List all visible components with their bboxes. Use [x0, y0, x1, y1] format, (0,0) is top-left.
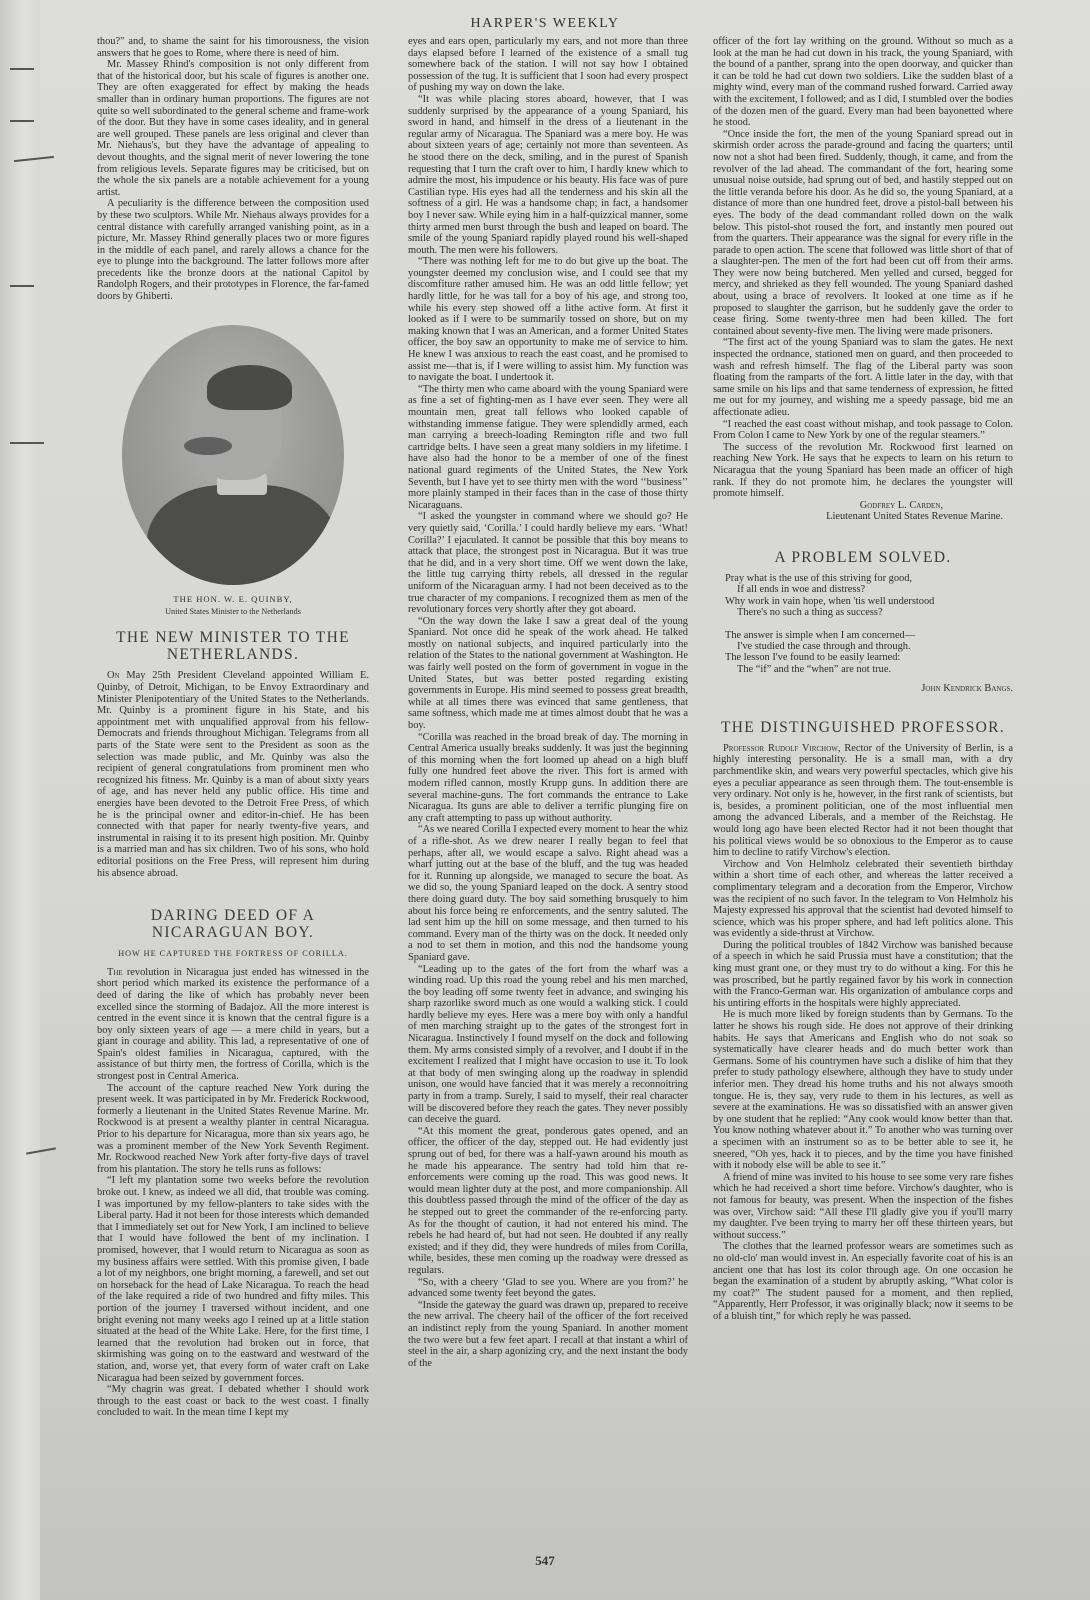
body-paragraph: “My chagrin was great. I debated whether I should work through to the east coast or back to the west coast. I finally concluded to wait. In the mean time I kept my	[97, 1384, 369, 1419]
paragraph-text: Rector of the University of Berlin, is a highly interesting personality. He is a small man, with a dry parchmentlike skin, and wears very powerful spectacles, which give his eyes a peculiar appearance as seen through them. The tout-ensemble is very ordinary. Not only is he, however, in the first rank of scientists, but is, besides, a prominent politician, one of the most influential men among the advanced Liberals, and a member of the Reichstag. He would long ago have been elected Rector had it not been thought that his political views would be so obnoxious to the Emperor as to cause him to decline to ratify Virchow's election.	[713, 742, 1013, 859]
masthead: HARPER'S WEEKLY	[470, 16, 620, 31]
paragraph-text: revolution in Nicaragua just ended has witnessed in the short period which marked its existence the performance of a deed of daring the like of which has probably never been excelled since the storming of Badajoz. All the more interest is centred in the event since it is known that the central figure is a boy only sixteen years of age — a mere child in years, but a giant in courage and ability. This lad, a representative of one of Spain's oldest families in Nicaragua, captured, with the assistance of but thirty men, the fortress of Corilla, which is the strongest post in Central America.	[97, 966, 369, 1083]
paragraph-text: May 25th President Cleveland appointed William E. Quinby, of Detroit, Michigan, to be Envoy Extraordinary and Minister Plenipotentiary of the United States to the Netherlands. Mr. Quinby is a prominent figure in his State, and his appointment met with unqualified approval from his fellow-Democrats and friends throughout Michigan. Telegrams from all parts of the State were sent to the President as soon as the selection was made public, and Mr. Quinby was also the recipient of general congratulations from prominent men who recognized his fitness. Mr. Quinby is a man of about sixty years of age, and has never held any public office. His time and energies have been devoted to the Detroit Free Press, of which he is the principal owner and editor-in-chief. He has been connected with that paper for nearly twenty-five years, and instrumental in raising it to its present high position. Mr. Quinby is a married man and has six children. Two of his sons, who hold editorial positions on the Free Press, will represent him during his absence abroad.	[97, 670, 369, 879]
body-paragraph: A peculiarity is the difference between the composition used by these two sculptors. While Mr. Niehaus always provides for a central distance with carefully arranged vanishing point, as in a picture, Mr. Massey Rhind generally places two or more figures in the middle of each panel, and rarely allows a chance for the eye to plunge into the background. The latter follows more after precedents like the bronze doors at the national Capitol by Randolph Rogers, and their prototypes in Florence, the far-famed doors by Ghiberti.	[97, 198, 369, 303]
body-paragraph	[97, 967, 369, 1083]
poem-line: Pray what is the use of this striving for good,	[725, 572, 913, 584]
poem-line: I've studied the case through and through.	[737, 640, 911, 652]
author-signature: Godfrey L. Carden,	[859, 499, 943, 511]
poem	[713, 573, 1013, 675]
nicaragua-headline: DARING DEED OF A NICARAGUAN BOY.	[150, 907, 316, 942]
body-paragraph: He is much more liked by foreign students than by Germans. To the latter he shows his rough side. He does not approve of their drinking habits. He says that Americans and English who do not soak so systematically have clearer heads and do much better work than Germans. Some of his countrymen have such a dislike of him that they prefer to study pathology elsewhere, although they have to study under inferior men. They dread his home truths and his not always smooth tongue. He is, they say, very rude to them in his lectures, as well as severe at the examinations. He was so dissatisfied with an answer given by one student that he replied: “Any cook would know better than that. You know nothing whatever about it.” To another who was turning over a specimen with an instrument so as to be better able to see it, he sneered, “Oh yes, hack it to pieces, and by the time you have finished with it nobody else will be able to see it.”	[713, 1009, 1013, 1172]
torn-page-edge	[0, 0, 40, 1600]
body-paragraph: The success of the revolution Mr. Rockwood first learned on reaching New York. He says that he expects to learn on his return to Nicaragua that the young Spaniard has been made an officer of high rank. If they do not promote him, he declares the youngster will promote himself.	[713, 441, 1013, 500]
body-paragraph: Virchow and Von Helmholz celebrated their seventieth birthday within a short time of each other, and whereas the latter received a complimentary telegram and a decoration from the Emperor, Virchow was the recipient of no such favor. In the telegram to Von Helmholz his Majesty expressed his approval that the scientist had devoted himself to science, which was his proper sphere, and had left politics alone. This was evidently a side-thrust at Virchow.	[713, 858, 1013, 940]
page-number: 547	[535, 1553, 555, 1568]
portrait-engraving	[122, 325, 344, 585]
portrait-caption-name: THE HON. W. E. QUINBY,	[173, 594, 293, 605]
body-paragraph: “The first act of the young Spaniard was to slam the gates. He next inspected the ordnance, stationed men on guard, and then proceeded to wash and refresh himself. The flag of the Liberal party was soon floating from the ramparts of the fort. A little later in the day, with that same smile on his lips and that same tenderness of expression, he fitted me out for my journey, and wishing me a speedy passage, bid me an affectionate adieu.	[713, 337, 1013, 418]
body-paragraph: During the political troubles of 1842 Virchow was banished because of a speech in which he said Prussia must have a constitution; that the king must grant one, or they must try to do without a king. For this he was proscribed, but he partly regained favor by his work in connection with the Franco-German war. His organization of ambulance corps and his untiring efforts in the hospitals were highly appreciated.	[713, 939, 1013, 1009]
body-paragraph: “Corilla was reached in the broad break of day. The morning in Central America usually breaks suddenly. It was just the beginning of this morning when the fort loomed up ahead on a high bluff fully one hundred feet above the river. This fort is armed with modern rifled cannon, mostly Krupp guns. In addition there are several machine-guns. The fort commands the entrance to Lake Nicaragua. Its guns are able to deliver a terrific plunging fire on any craft attempting to pass up without authority.	[408, 731, 688, 824]
portrait-caption-title: United States Minister to the Netherlands	[165, 606, 301, 616]
lead-words: Professor Rudolf Virchow,	[723, 742, 841, 754]
column-2	[408, 36, 688, 1369]
portrait-figure	[97, 325, 369, 589]
body-paragraph: thou?" and, to shame the saint for his timorousness, the vision answers that he goes to Rome, where there is need of him.	[97, 36, 369, 59]
poem-line: The answer is simple when I am concerned—	[725, 629, 916, 641]
portrait-mustache	[184, 437, 232, 455]
body-paragraph: “As we neared Corilla I expected every moment to hear the whiz of a rifle-shot. As we drew nearer I really began to feel that perhaps, after all, we would escape a salvo. Right ahead was a wharf jutting out at the base of the bluff, and the tug was headed for it. Running up alongside, we managed to secure the boat. As we did so, the young Spaniard leaped on the dock. A sentry stood there doing guard duty. The boy said something brusquely to him about his force being re enforcements, and the sentry saluted. The lad sent him up the hill on some message, and then turned to his command. Every man of the thirty was on the dock. It needed only a nod to set them in motion, and this nod the handsome young Spaniard gave.	[408, 824, 688, 963]
body-paragraph: “Inside the gateway the guard was drawn up, prepared to receive the new arrival. The cheery hail of the officer of the fort received an indistinct reply from the young Spaniard. In another moment the two were but a few feet apart. I recall at that instant a whirl of steel in the air, a sharp agonizing cry, and the next instant the body of the	[408, 1299, 688, 1369]
body-paragraph: “On the way down the lake I saw a great deal of the young Spaniard. Not once did he speak of the work ahead. He talked mostly on national subjects, and inquired particularly into the relation of the States to the national government at Washington. He was fairly well posted on the form of government in vogue in the United States, but was better posted regarding existing governments in Europe. His mind seemed to possess great breadth, while at all times there was evinced that same gentleness, that same softness, which made me at times almost doubt that he was a boy.	[408, 615, 688, 732]
poem-author: John Kendrick Bangs.	[921, 683, 1013, 695]
poem-line: The “if” and the “when” are not true.	[737, 663, 892, 675]
poem-line: Why work in vain hope, when 'tis well understood	[725, 595, 935, 607]
body-paragraph: A friend of mine was invited to his house to see some very rare fishes which he had received a short time before. Virchow's daughter, who is not famous for beauty, was present. When the inspection of the fishes was over, Virchow said: “All these I'll gladly give you if you'll marry my daughter. I've been trying to marry her off these thirteen years, but without success.”	[713, 1171, 1013, 1241]
body-paragraph: Mr. Massey Rhind's composition is not only different from that of the historical door, but his scale of figures is another one. They are often exaggerated for effect by making the heads smaller than in ordinary human proportions. The figures are not quite so well subordinated to the general scheme and frame-work of the door. But they have in some cases ideality, and in general are well grouped. These panels are less original and clever than Mr. Niehaus's, but they have the advantage of appealing to devout thoughts, and the signal merit of never lowering the tone from religious levels. Separate figures may be criticised, but on the whole the six panels are a notable achievement for a young artist.	[97, 59, 369, 198]
body-paragraph: “So, with a cheery ‘Glad to see you. Where are you from?’ he advanced some twenty feet beyond the gates.	[408, 1276, 688, 1300]
body-paragraph: officer of the fort lay writhing on the ground. Without so much as a look at the man he had cut down in his track, the young Spaniard, with the bound of a panther, sprang into the open doorway, and quicker than it can be told he had cut down two soldiers. Like the sudden blast of a mighty wind, every man of the command rushed forward. Carried away with the excitement, I followed; and as I did, I stumbled over the bodies of the dozen men of the guard. Every man had been bayonetted where he stood.	[713, 36, 1013, 129]
lead-word: On	[107, 670, 120, 682]
body-paragraph: “Once inside the fort, the men of the young Spaniard spread out in skirmish order across the parade-ground and facing the quarters; until now not a shot had been fired. Suddenly, though, it came, and from the revolver of the lad ahead. The commandant of the fort, hearing some unusual noise outside, had sprung out of bed, and hastily stepped out on the little veranda before his door. As he did so, the young Spaniard, at a distance of more than one hundred feet, drove a pistol-ball between his eyes. The body of the dead commandant rolled down on the walk below. This pistol-shot roused the fort, and instantly men poured out from the quarters. Their appearance was the signal for every rifle in the parade to open action. The scene that followed was little short of that of a slaughter-pen. The men of the fort had been cut off from their arms. They were now being butchered. Men yelled and cursed, begged for mercy, and shrieked as they fell wounded. The young Spaniard dashed about, using a brace of revolvers. It looked at one time as if he proposed to slaughter the garrison, but he suddenly gave the order to cease firing. Some twenty-three men had been killed. The fort contained about seventy-five men. The living were made prisoners.	[713, 128, 1013, 337]
tear-mark	[10, 442, 44, 444]
nicaragua-subhead: HOW HE CAPTURED THE FORTRESS OF CORILLA.	[118, 949, 348, 959]
body-paragraph	[713, 743, 1013, 859]
body-paragraph: “The thirty men who came aboard with the young Spaniard were as fine a set of fighting-men as I have ever seen. They were all mountain men, great tall fellows who looked capable of withstanding immense fatigue. They were splendidly armed, each man carrying a breech-loading Remington rifle and two full cartridge belts. I have seen a great many soldiers in my lifetime. I have also had the honor to be a member of one of the finest national guard regiments of the United States, the New York Seventh, but I have yet to see thirty men with the word ‘‘business’’ more plainly stamped in their faces than in the case of those thirty Nicaraguans.	[408, 383, 688, 511]
author-title: Lieutenant United States Revenue Marine.	[826, 511, 1003, 523]
body-paragraph: “There was nothing left for me to do but give up the boat. The youngster deemed my conclusion wise, and I could see that my discomfiture rather amused him. He was an odd little fellow; yet hardly little, for he was tall for a boy of his age, and strong too, while his every step showed off a lithe active form. At first it looked as if I were to be summarily tossed on shore, but on my making known that I was an American, and a former United States officer, the boy saw an opportunity to make me of service to him. He knew I was anxious to reach the east coast, and he promised to assist me—that is, if I were willing to assist him. My function was to navigate the boat. I undertook it.	[408, 256, 688, 384]
portrait-hair	[207, 365, 292, 410]
body-paragraph: The clothes that the learned professor wears are sometimes such as no old-clo' man would invest in. An especially favorite coat of his is an ancient one that has lost its color through age. On one occasion he began the examination of a student by abruptly asking, “What color is my coat?” The student paused for a moment, and then replied, “Apparently, Herr Professor, it was originally black; now it seems to be of a bluish tint,” for which reply he was passed.	[713, 1241, 1013, 1322]
minister-headline: THE NEW MINISTER TO THE NETHERLANDS.	[116, 629, 350, 664]
body-paragraph: “I left my plantation some two weeks before the revolution broke out. I knew, as indeed we all did, that trouble was coming. I was importuned by my fellow-planters to take sides with the Liberal party. Had it not been for those interests which demanded that I immediately set out for New York, I am inclined to believe that I would have followed the bent of my inclination. I promised, however, that I would return to Nicaragua as soon as my business affairs were settled. With this promise given, I bade a lot of my neighbors, one bright morning, a farewell, and set out on horseback for the head of Lake Nicaragua. To reach the head of the lake required a ride of two hundred and fifty miles. This portion of the journey I traversed without incident, and one bright evening not many weeks ago I reined up at a little station situated at the head of the White Lake. Here, for the first time, I learned that the revolution had broken out in force, that skirmishing was going on to the eastward and westward of the station, and, worse yet, that every form of water craft on Lake Nicaragua had been seized by government forces.	[97, 1175, 369, 1384]
tear-mark	[26, 1147, 56, 1154]
stanza-break	[725, 619, 1013, 630]
poem-line: There's no such a thing as success?	[737, 607, 883, 619]
column-1	[97, 36, 369, 1419]
tear-mark	[10, 68, 34, 70]
lead-word: The	[107, 966, 123, 978]
body-paragraph	[97, 670, 369, 879]
professor-headline: THE DISTINGUISHED PROFESSOR.	[721, 718, 1005, 736]
body-paragraph: eyes and ears open, particularly my ears, and not more than three days elapsed before I learned of the existence of a small tug somewhere back of the station. I will not say how I obtained possession of the tug. It is sufficient that I soon had every prospect of pushing my way on down the lake.	[408, 36, 688, 94]
body-paragraph: “I asked the youngster in command where we should go? He very quietly said, ‘Corilla.’ I could hardly believe my ears. ‘What! Corilla?’ I ejaculated. It cannot be possible that this boy means to attack that place, the strongest post in Nicaragua. But it was true that he did, and in a very short time. Off we went down the lake, the little tug carrying thirty rebels, all dressed in the regular uniform of the Nicaraguan army. I had not been deceived as to the true character of my companions. I recognized them as men of the revolutionary forces very shortly after they got aboard.	[408, 511, 688, 616]
body-paragraph: The account of the capture reached New York during the present week. It was participated in by Mr. Frederick Rockwood, formerly a lieutenant in the United States Revenue Marine. Mr. Rockwood is at present a wealthy planter in central Nicaragua. Prior to his departure for Nicaragua, more than six years ago, he was a prominent member of the New York Seventh Regiment. Mr. Rockwood reached New York after forty-five days of travel from his plantation. The story he tells runs as follows:	[97, 1082, 369, 1175]
spacer	[97, 879, 369, 901]
body-paragraph: “At this moment the great, ponderous gates opened, and an officer, the officer of the day, stepped out. He had evidently just sprung out of bed, for there was a half-yawn around his mouth as he made his appearance. The sentry had told him that re-enforcements were coming up the road. This was good news. It would mean lighter duty at the post, and more companionship. All this doubtless passed through the mind of the officer of the day as he stepped out to greet the commander of the re-enforcing party. As for the thought of caution, it had not entered his mind. The rebels he had heard of, but had not seen. He doubted if any really existed; and if they did, they were hundreds of miles from Corilla, while, besides, these men coming up the roadway were dressed as regulars.	[408, 1125, 688, 1276]
poem-line: The lesson I've found to be easily learned:	[725, 652, 901, 664]
body-paragraph: “It was while placing stores aboard, however, that I was suddenly surprised by the appearance of a young Spaniard, his sword in hand, and himself in the dress of a lieutenant in the regular army of Nicaragua. The Spaniard was a mere boy. He was about sixteen years of age; certainly not more than seventeen. As he stood there on the deck, smiling, and in the purest of Spanish requesting that I turn the craft over to him, I hardly knew which to admire the most, his impudence or his beauty. His face was of pure Castilian type. His eyes had all the tenderness and his skin all the softness of a girl. He was a handsome chap; in fact, a handsomer boy I never saw. While eying him in a half-quizzical manner, some thirty armed men burst through the bush and leaped on board. The smile of the young Spaniard rapidly played round his well-shaped mouth. The men were his followers.	[408, 93, 688, 256]
body-paragraph: “I reached the east coast without mishap, and took passage to Colon. From Colon I came to New York by one of the regular steamers.”	[713, 418, 1013, 442]
portrait-coat	[147, 485, 337, 585]
tear-mark	[14, 156, 54, 162]
poem-title: A PROBLEM SOLVED.	[774, 548, 952, 566]
tear-mark	[10, 120, 34, 122]
column-3	[713, 36, 1013, 1322]
tear-mark	[10, 285, 34, 287]
poem-line: If all ends in woe and distress?	[737, 584, 866, 596]
body-paragraph: “Leading up to the gates of the fort from the wharf was a winding road. Up this road the young rebel and his men marched, the boy leading off some twenty feet in advance, and swinging his sharp razorlike sword much as one would a walking stick. I could hardly believe my eyes. Here was a mere boy with only a handful of men marching straight up to the gates of the strongest fort in Nicaragua. Instinctively I found myself on the dock and following them. My arms consisted simply of a revolver, and I doubt if in the excitement I realized that I might have occasion to use it. To look at that body of men swinging along up the roadway in splendid unison, one would have fancied that it was merely a reconnoitring party in from a tramp. Surely, I said to myself, their real character will be discovered before they reach the gates. They never possibly can deceive the guard.	[408, 963, 688, 1126]
